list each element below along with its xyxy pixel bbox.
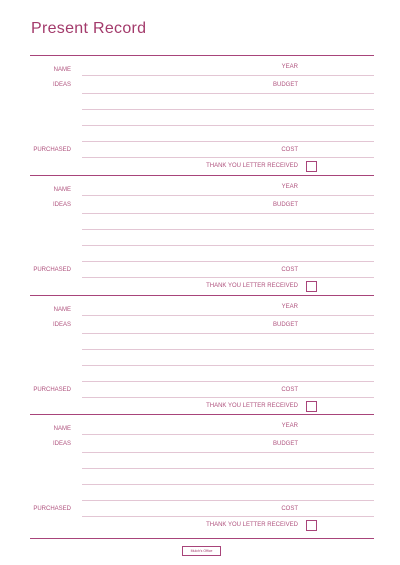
budget-label: BUDGET <box>272 441 298 447</box>
budget-label: BUDGET <box>272 82 298 88</box>
cost-label: COST <box>281 506 298 512</box>
cost-label: COST <box>281 267 298 273</box>
ideas-line[interactable] <box>82 500 374 501</box>
name-line[interactable] <box>82 315 374 316</box>
ideas-line[interactable] <box>82 93 374 94</box>
cost-label: COST <box>281 387 298 393</box>
cost-label: COST <box>281 147 298 153</box>
thank-you-checkbox[interactable] <box>306 161 317 172</box>
purchased-label: PURCHASED <box>33 387 71 393</box>
ideas-line[interactable] <box>82 484 374 485</box>
ideas-label: IDEAS <box>52 202 71 208</box>
ideas-line[interactable] <box>82 516 374 517</box>
thank-you-label: THANK YOU LETTER RECEIVED <box>206 163 298 169</box>
ideas-line[interactable] <box>82 365 374 366</box>
thank-you-checkbox[interactable] <box>306 281 317 292</box>
year-label: YEAR <box>281 184 298 190</box>
name-line[interactable] <box>82 434 374 435</box>
ideas-line[interactable] <box>82 125 374 126</box>
year-label: YEAR <box>281 304 298 310</box>
purchased-label: PURCHASED <box>33 147 71 153</box>
record-top-rule <box>30 55 374 56</box>
name-line[interactable] <box>82 195 374 196</box>
thank-you-label: THANK YOU LETTER RECEIVED <box>206 283 298 289</box>
ideas-line[interactable] <box>82 109 374 110</box>
thank-you-label: THANK YOU LETTER RECEIVED <box>206 522 298 528</box>
year-label: YEAR <box>281 64 298 70</box>
name-label: NAME <box>53 307 71 313</box>
name-line[interactable] <box>82 75 374 76</box>
ideas-line[interactable] <box>82 157 374 158</box>
ideas-label: IDEAS <box>52 322 71 328</box>
ideas-label: IDEAS <box>52 82 71 88</box>
record-top-rule <box>30 295 374 296</box>
page-title: Present Record <box>31 20 147 37</box>
bottom-rule <box>30 538 374 539</box>
ideas-line[interactable] <box>82 468 374 469</box>
budget-label: BUDGET <box>272 322 298 328</box>
ideas-line[interactable] <box>82 452 374 453</box>
budget-label: BUDGET <box>272 202 298 208</box>
year-label: YEAR <box>281 423 298 429</box>
ideas-line[interactable] <box>82 397 374 398</box>
ideas-line[interactable] <box>82 381 374 382</box>
record-top-rule <box>30 175 374 176</box>
name-label: NAME <box>53 187 71 193</box>
ideas-line[interactable] <box>82 229 374 230</box>
ideas-line[interactable] <box>82 277 374 278</box>
ideas-line[interactable] <box>82 349 374 350</box>
thank-you-label: THANK YOU LETTER RECEIVED <box>206 403 298 409</box>
ideas-line[interactable] <box>82 141 374 142</box>
ideas-line[interactable] <box>82 245 374 246</box>
ideas-line[interactable] <box>82 333 374 334</box>
ideas-line[interactable] <box>82 261 374 262</box>
name-label: NAME <box>53 426 71 432</box>
ideas-line[interactable] <box>82 213 374 214</box>
purchased-label: PURCHASED <box>33 506 71 512</box>
ideas-label: IDEAS <box>52 441 71 447</box>
record-top-rule <box>30 414 374 415</box>
purchased-label: PURCHASED <box>33 267 71 273</box>
thank-you-checkbox[interactable] <box>306 520 317 531</box>
thank-you-checkbox[interactable] <box>306 401 317 412</box>
name-label: NAME <box>53 67 71 73</box>
footer-badge: Mulch's Office <box>182 546 221 556</box>
